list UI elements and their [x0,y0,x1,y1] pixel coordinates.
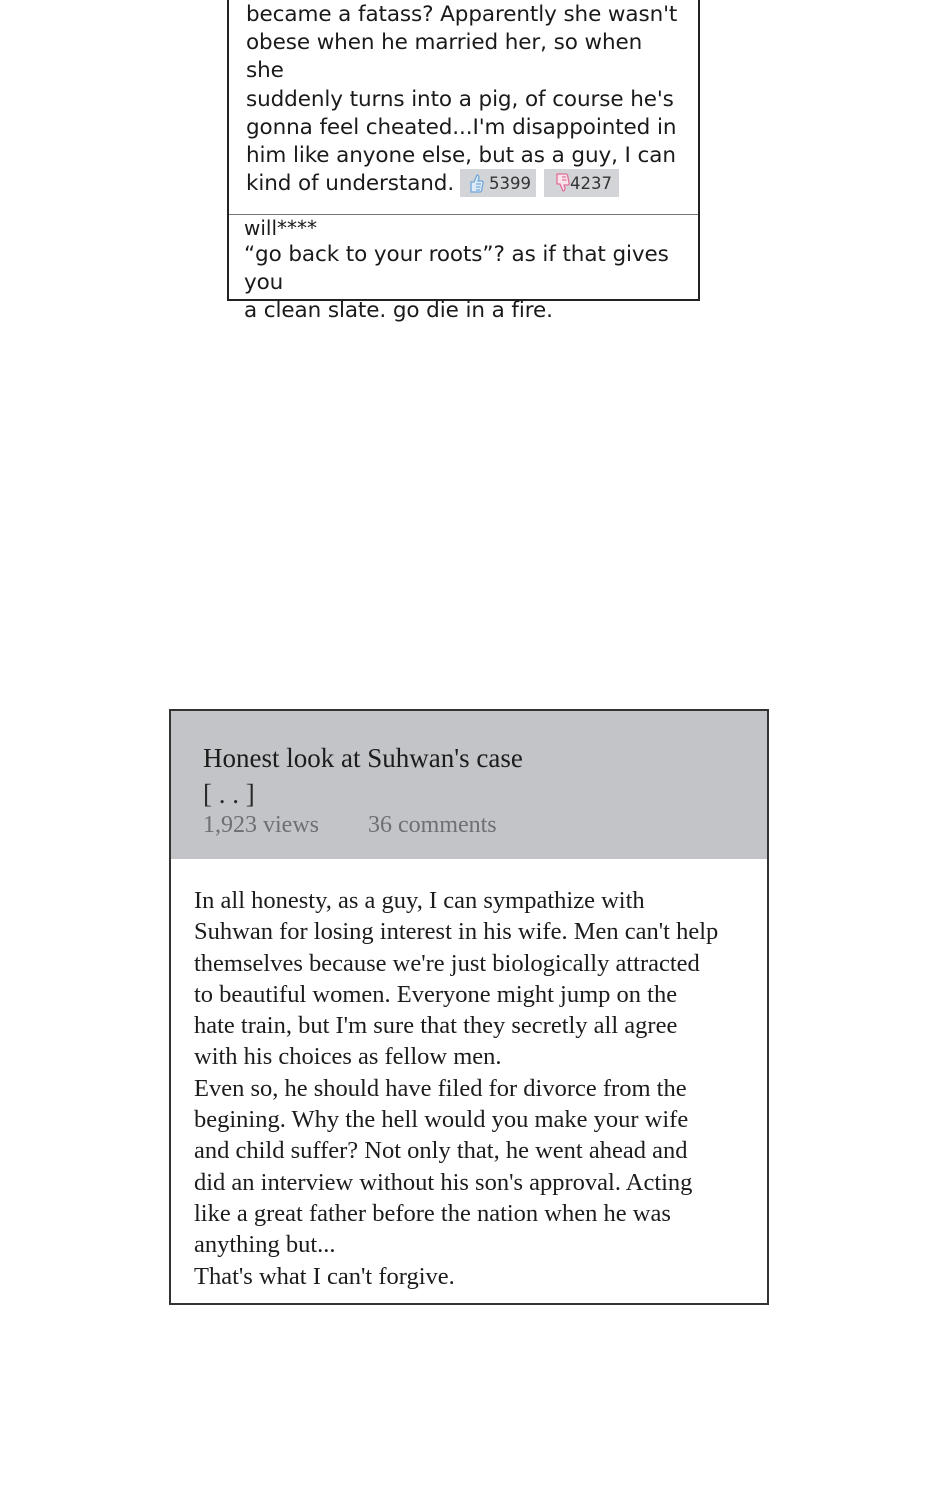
post-title[interactable]: Honest look at Suhwan's case [203,743,523,773]
thumbs-down-icon [554,173,570,193]
post-header [171,711,767,859]
post-body: In all honesty, as a guy, I can sympathize with Suhwan for losing interest in his wife. Men can't help themselves because we're just biologically attracted to beautiful women. Everyone might jump on the hate train, but I'm sure that they secretly all agree with his choices as fellow men. Even so, he should have filed for divorce from the begining. Why the hell would you make your wife and child suffer? Not only that, he went ahead and did an interview without his son's approval. Acting like a great father before the nation when he was anything but... That's what I can't forgive. [194,887,719,1290]
comment-text: became a fatass? Apparently she wasn't obese when he married her, so when she suddenly turns into a pig, of course he's gonna feel cheated...I'm disappointed in him like anyone else, but as a guy, I can kind of understand. [246,2,678,197]
dislike-count: 4237 [570,173,612,193]
like-button[interactable] [460,169,536,197]
comment-item [229,0,698,215]
post-ellipsis: [ . . ] [203,779,255,809]
post-comment-count[interactable]: 36 comments [368,812,497,838]
dislike-button[interactable] [544,169,619,197]
comment-text: “go back to your roots”? as if that gives you a clean slate. go die in a fire. [244,242,669,324]
post-card [169,709,769,1305]
thumbs-up-icon [468,173,484,193]
like-count: 5399 [489,173,531,193]
comment-item [229,215,698,324]
comment-box [227,0,700,324]
comment-username[interactable]: will**** [244,216,318,240]
post-view-count: 1,923 views [203,812,319,838]
